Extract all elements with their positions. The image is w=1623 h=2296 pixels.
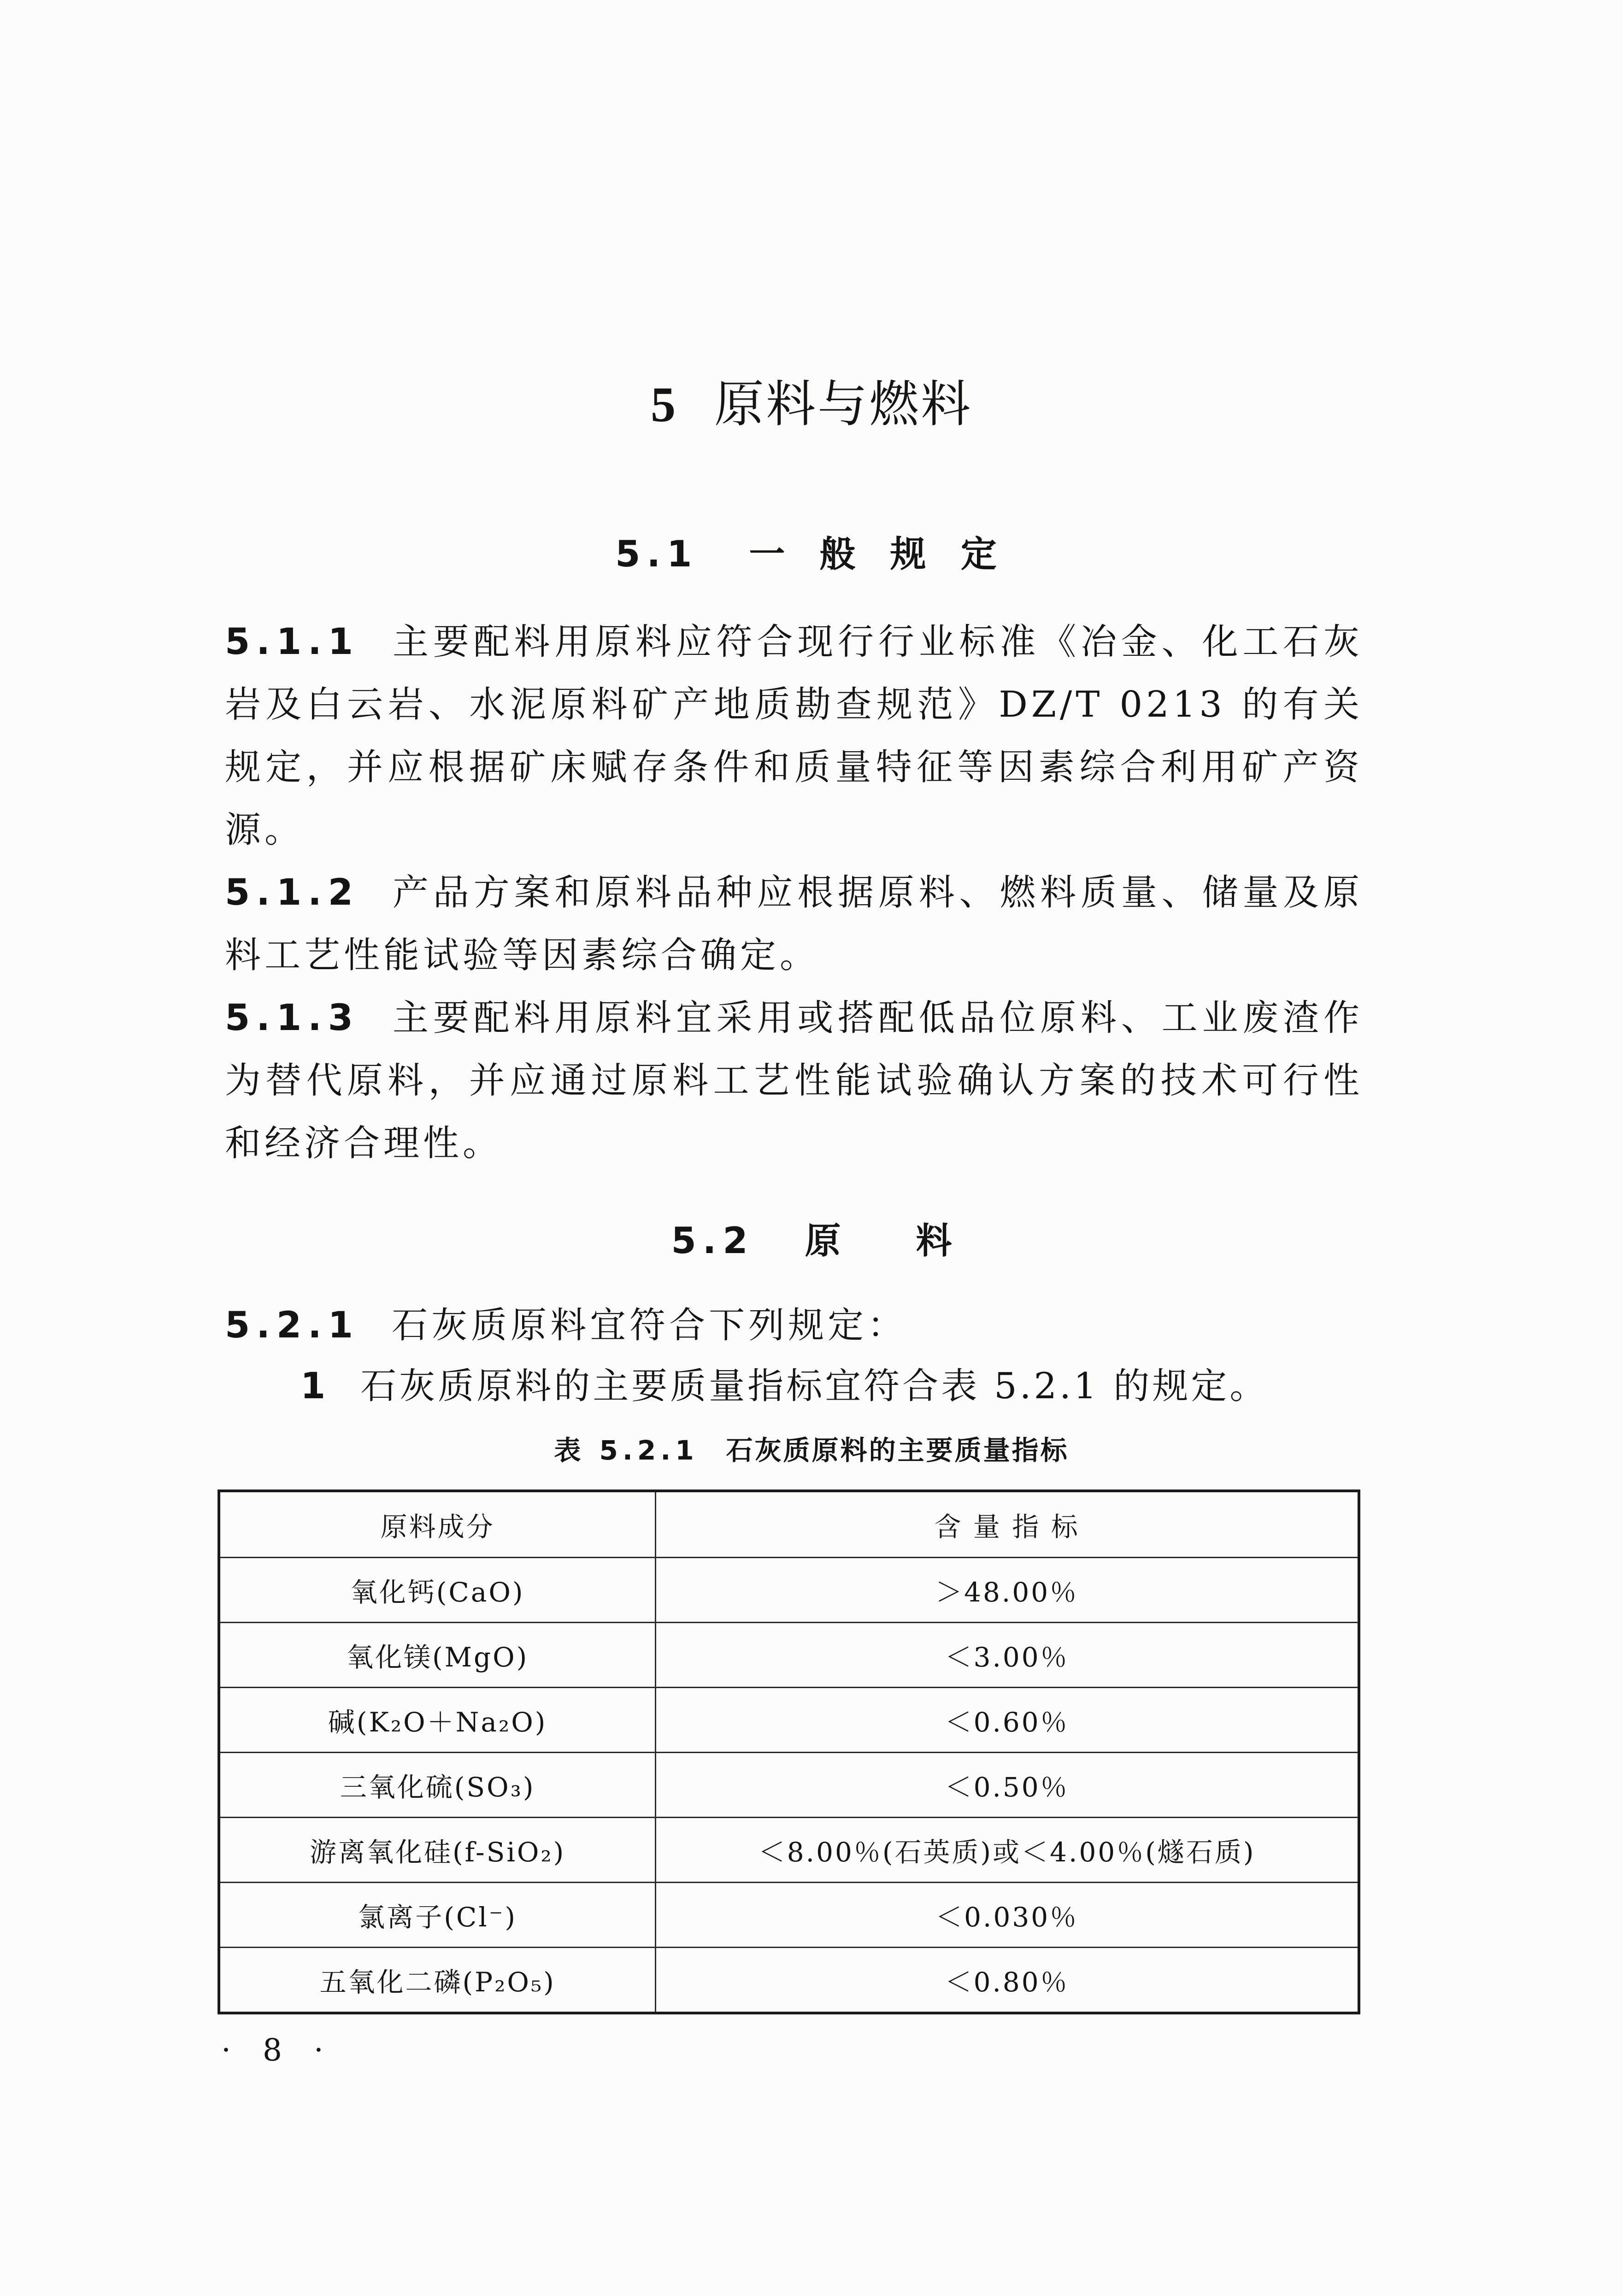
table-header-row (219, 1491, 1359, 1558)
table-row (219, 1753, 1359, 1818)
table-caption (0, 1429, 1623, 1467)
section-5-2-title (0, 1212, 1623, 1264)
table-row (219, 1818, 1359, 1883)
cell-component: 碱(K₂O＋Na₂O) (219, 1688, 656, 1753)
cell-component: 游离氧化硅(f-SiO₂) (219, 1818, 656, 1883)
cell-component: 五氧化二磷(P₂O₅) (219, 1948, 656, 2013)
clause-5-1-3 (225, 987, 1363, 1175)
table-row (219, 1688, 1359, 1753)
item-number: 1 (300, 1366, 329, 1407)
chapter-number: 5 (650, 377, 677, 432)
page-number: · 8 · (221, 2032, 335, 2068)
clause-number: 5.1.2 (225, 872, 360, 913)
chapter-title-text: 原料与燃料 (714, 376, 972, 433)
section-5-1-number: 5.1 (615, 534, 699, 575)
table-row (219, 1623, 1359, 1688)
header-value: 含 量 指 标 (656, 1491, 1359, 1558)
section-5-2-title-text: 原 料 (805, 1220, 952, 1262)
clause-text: 石灰质原料宜符合下列规定： (392, 1305, 907, 1346)
table-row (219, 1558, 1359, 1623)
cell-component: 氧化钙(CaO) (219, 1558, 656, 1623)
clause-5-2-1 (225, 1294, 1363, 1357)
clause-number: 5.1.1 (225, 621, 360, 663)
table-row (219, 1948, 1359, 2013)
clause-text: 产品方案和原料品种应根据原料、燃料质量、储量及原料工艺性能试验等因素综合确定。 (225, 872, 1363, 976)
clause-text: 主要配料用原料宜采用或搭配低品位原料、工业废渣作为替代原料，并应通过原料工艺性能试验确认方案的技术可行性和经济合理性。 (225, 997, 1363, 1164)
cell-component: 氯离子(Cl⁻) (219, 1883, 656, 1948)
header-component: 原料成分 (219, 1491, 656, 1558)
section-5-1-title-text: 一 般 规 定 (749, 534, 1008, 575)
table-caption-number: 表 5.2.1 (554, 1435, 699, 1466)
clause-5-1-1 (225, 611, 1363, 861)
item-text: 石灰质原料的主要质量指标宜符合表 5.2.1 的规定。 (360, 1366, 1269, 1407)
clause-text: 主要配料用原料应符合现行行业标准《冶金、化工石灰岩及白云岩、水泥原料矿产地质勘查规范》DZ/T 0213 的有关规定，并应根据矿床赋存条件和质量特征等因素综合利用矿产资源。 (225, 621, 1363, 851)
cell-value: ＜0.50％ (656, 1753, 1359, 1818)
quality-index-table (218, 1489, 1360, 2014)
section-5-2-number: 5.2 (671, 1220, 754, 1262)
cell-value: ＞48.00％ (656, 1558, 1359, 1623)
item-1 (300, 1357, 1360, 1409)
clause-5-1-2 (225, 861, 1363, 987)
cell-value: ＜0.030％ (656, 1883, 1359, 1948)
table-caption-title: 石灰质原料的主要质量指标 (726, 1435, 1069, 1466)
section-5-1-title (0, 525, 1623, 577)
cell-component: 氧化镁(MgO) (219, 1623, 656, 1688)
chapter-title (0, 364, 1623, 436)
clause-number: 5.1.3 (225, 997, 360, 1039)
table-row (219, 1883, 1359, 1948)
cell-component: 三氧化硫(SO₃) (219, 1753, 656, 1818)
cell-value: ＜0.80％ (656, 1948, 1359, 2013)
cell-value: ＜8.00％(石英质)或＜4.00％(燧石质) (656, 1818, 1359, 1883)
cell-value: ＜0.60％ (656, 1688, 1359, 1753)
cell-value: ＜3.00％ (656, 1623, 1359, 1688)
clause-number: 5.2.1 (225, 1305, 360, 1346)
